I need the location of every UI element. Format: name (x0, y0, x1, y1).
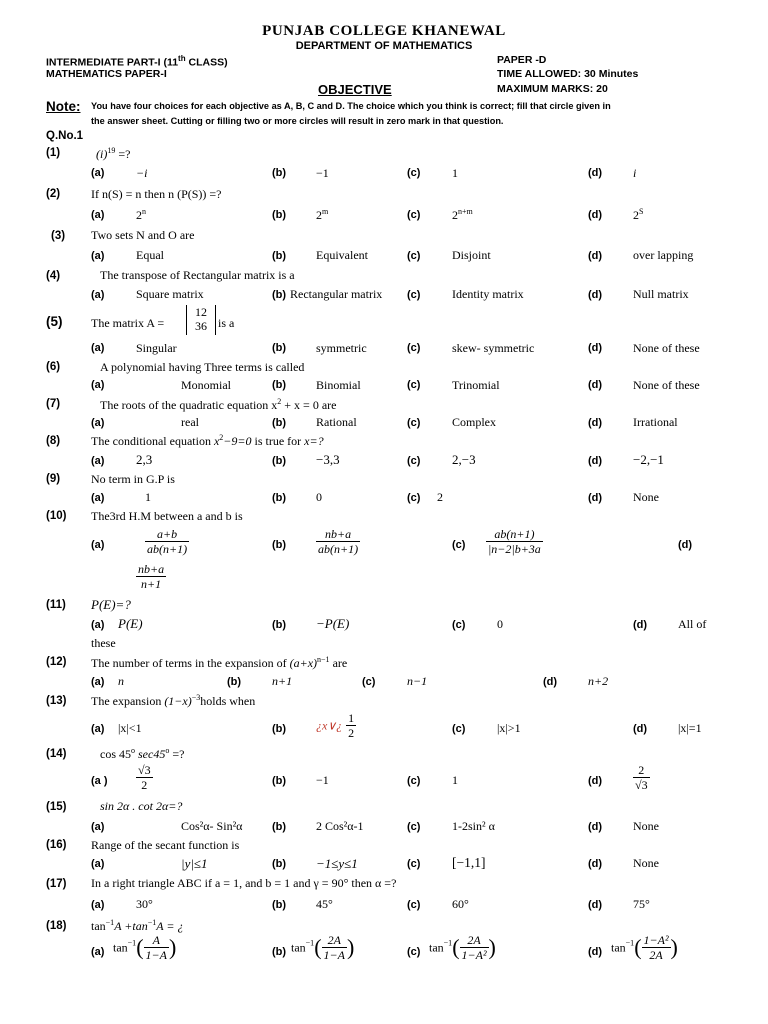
subject-line: MATHEMATICS PAPER-I (46, 68, 167, 80)
q14-text: cos 45$^o$ $\sec 45^o$ =? (100, 746, 185, 761)
q5-option-d: None of these (633, 341, 700, 355)
q8-option-a: 2,3 (136, 452, 153, 467)
q13-number: (13) (46, 695, 67, 707)
q4-option-d: Null matrix (633, 287, 689, 301)
q10-option-d (136, 563, 166, 590)
q15-number: (15) (46, 801, 67, 813)
q12-label-c: (c) (362, 676, 376, 688)
q18-label-a: (a) (91, 946, 105, 958)
q13-label-b: (b) (272, 723, 287, 735)
q1-option-b: −1 (316, 166, 329, 180)
q4-text: The transpose of Rectangular matrix is a (100, 268, 295, 282)
q9-label-a: (a) (91, 492, 105, 504)
q3-text: Two sets N and O are (91, 228, 195, 242)
q4-label-a: (a) (91, 289, 105, 301)
q8-label-b: (b) (272, 455, 287, 467)
q12-option-a: n (118, 674, 124, 688)
q10-option-c (486, 528, 543, 555)
q16-option-c: [−1,1] (452, 855, 486, 870)
q11-option-b: −P(E) (316, 616, 350, 631)
q10-b-denominator: ab(n+1) (318, 542, 359, 556)
q18-d-numerator: 1−A² (643, 933, 669, 947)
q7-option-a: real (181, 415, 199, 429)
q1-text: $(i)^{19}$ =? (96, 146, 131, 161)
q7-text: The roots of the quadratic equation $x^2 + x = 0$ are (100, 397, 337, 412)
q14-option-c: 1 (452, 773, 458, 787)
q5-option-b: symmetric (316, 341, 367, 355)
q11-label-b: (b) (272, 619, 287, 631)
q16-label-a: (a) (91, 858, 105, 870)
q18-option-c: $\tan^{-1}$( $\frac{2A}{\text{1−A²}}$ ) (429, 933, 496, 962)
q2-text: If n(S) = n then n (P(S)) =? (91, 187, 222, 201)
q7-label-c: (c) (407, 417, 421, 429)
note-label: Note: (46, 99, 81, 114)
department-title: DEPARTMENT OF MATHEMATICS (295, 40, 473, 52)
q7-label-b: (b) (272, 417, 287, 429)
q3-option-c: Disjoint (452, 248, 491, 262)
q11-option-d: All of (678, 617, 707, 631)
q18-label-b: (b) (272, 946, 287, 958)
q11-number: (11) (46, 599, 66, 611)
q6-number: (6) (46, 361, 61, 373)
q17-number: (17) (46, 878, 67, 890)
q6-label-c: (c) (407, 379, 421, 391)
q7-option-c: Complex (452, 415, 496, 429)
q16-label-b: (b) (272, 858, 287, 870)
q9-number: (9) (46, 473, 61, 485)
q16-text: Range of the secant function is (91, 838, 240, 852)
q16-label-c: (c) (407, 858, 421, 870)
q17-option-c: 60° (452, 897, 469, 911)
q8-label-c: (c) (407, 455, 421, 467)
q16-option-b: −1≤y≤1 (316, 856, 358, 871)
q13-label-c: (c) (452, 723, 466, 735)
q8-option-d: −2,−1 (633, 452, 664, 467)
q11-label-c: (c) (452, 619, 466, 631)
q3-label-d: (d) (588, 250, 603, 262)
q4-option-b: Rectangular matrix (290, 287, 383, 301)
q10-option-a (145, 528, 189, 555)
q10-label-b: (b) (272, 539, 287, 551)
q3-label-b: (b) (272, 250, 287, 262)
q4-label-d: (d) (588, 289, 603, 301)
q9-text: No term in G.P is (91, 472, 175, 486)
q1-option-a: −i (136, 166, 148, 180)
q10-a-numerator: a+b (145, 528, 189, 542)
q15-text: sin 2α . cot 2α=? (100, 799, 183, 813)
q7-option-b: Rational (316, 415, 357, 429)
q14-d-denominator: √3 (635, 778, 648, 792)
q10-label-d: (d) (678, 539, 693, 551)
q10-number: (10) (46, 510, 67, 522)
q17-label-b: (b) (272, 899, 287, 911)
q18-label-c: (c) (407, 946, 421, 958)
q17-label-c: (c) (407, 899, 421, 911)
q9-label-b: (b) (272, 492, 287, 504)
q7-option-d: Irrational (633, 415, 678, 429)
q18-label-d: (d) (588, 946, 603, 958)
q15-label-d: (d) (588, 821, 603, 833)
q13-option-b: ¿x∨¿ $\frac{1}{2}$ (316, 711, 355, 740)
q4-label-c: (c) (407, 289, 421, 301)
q18-d-denominator: 2A (649, 948, 663, 962)
q17-label-d: (d) (588, 899, 603, 911)
q11-text: P(E)=? (91, 597, 131, 612)
q16-option-a: |y|≤1 (181, 856, 208, 871)
q13-option-a: |x|<1 (118, 721, 142, 735)
q5-matrix-row-1: 12 (195, 305, 207, 319)
q6-label-a: (a) (91, 379, 105, 391)
q4-label-b: (b) (272, 289, 287, 301)
q10-c-numerator: ab(n+1) (486, 528, 543, 542)
q3-label-a: (a) (91, 250, 105, 262)
q18-option-b: $\tan^{-1}$( $\frac{2A}{1-A}$ ) (291, 933, 355, 962)
note-line-1: You have four choices for each objective as A, B, C and D. The choice which you think is correct; fill that circle given in (91, 101, 611, 111)
q5-text-end: is a (218, 316, 235, 330)
q6-option-d: None of these (633, 378, 700, 392)
q14-number: (14) (46, 748, 67, 760)
q5-matrix-row-2: 36 (195, 319, 207, 333)
q15-label-c: (c) (407, 821, 421, 833)
q10-c-denominator: |n−2|b+3a (488, 542, 541, 556)
q14-option-b: −1 (316, 773, 329, 787)
q9-label-c: (c) (407, 492, 421, 504)
q5-number: (5) (46, 314, 63, 329)
q14-label-c: (c) (407, 775, 421, 787)
q9-option-d: None (633, 490, 659, 504)
q18-number: (18) (46, 920, 67, 932)
q10-text: The3rd H.M between a and b is (91, 509, 243, 523)
q18-b-denominator: 1−A (323, 948, 345, 962)
q14-label-d: (d) (588, 775, 603, 787)
q10-d-denominator: n+1 (141, 577, 162, 591)
q18-text: $\tan^{-1}A +\tan^{-1}A$ = ¿ (91, 918, 184, 933)
q12-option-d: n+2 (588, 674, 609, 688)
q14-label-b: (b) (272, 775, 287, 787)
q1-label-a: (a) (91, 167, 105, 179)
q10-b-numerator: nb+a (316, 528, 360, 542)
q18-option-d: $\tan^{-1}$( $\frac{\text{1−A²}}{2A}$ ) (611, 933, 678, 962)
q6-label-b: (b) (272, 379, 287, 391)
q15-option-d: None (633, 819, 659, 833)
q14-option-d (633, 764, 650, 791)
q3-option-b: Equivalent (316, 248, 368, 262)
q14-d-numerator: 2 (633, 764, 650, 778)
section-title: OBJECTIVE (318, 82, 392, 97)
q15-label-a: (a) (91, 821, 105, 833)
q6-option-a: Monomial (181, 378, 231, 392)
q17-text: In a right triangle ABC if a = 1, and b = 1 and γ = 90° then α =? (91, 876, 397, 890)
q14-label-a: (a ) (91, 775, 108, 787)
q10-option-b (316, 528, 360, 555)
q10-label-c: (c) (452, 539, 466, 551)
q15-option-b: 2 Cos²α-1 (316, 819, 364, 833)
q12-label-b: (b) (227, 676, 242, 688)
q16-option-d: None (633, 856, 659, 870)
q1-option-c: 1 (452, 166, 458, 180)
q10-d-numerator: nb+a (138, 562, 165, 576)
q11-label-d: (d) (633, 619, 648, 631)
q5-label-b: (b) (272, 342, 287, 354)
q17-option-a: 30° (136, 897, 153, 911)
q7-label-d: (d) (588, 417, 603, 429)
q1-number: (1) (46, 147, 61, 159)
q12-label-a: (a) (91, 676, 105, 688)
q13-label-a: (a) (91, 723, 105, 735)
q5-text: The matrix A = (91, 316, 165, 330)
q18-option-a: $\tan^{-1}$( $\frac{A}{1-A}$ ) (113, 933, 177, 962)
q9-label-d: (d) (588, 492, 603, 504)
q1-label-c: (c) (407, 167, 421, 179)
q18-c-numerator: 2A (460, 934, 489, 948)
q16-label-d: (d) (588, 858, 603, 870)
q12-option-c: n−1 (407, 674, 428, 688)
q13-label-d: (d) (633, 723, 648, 735)
class-line: INTERMEDIATE PART-I (11th CLASS) (46, 54, 228, 69)
q12-label-d: (d) (543, 676, 558, 688)
q13-option-d: |x|=1 (678, 721, 702, 735)
q3-number: (3) (51, 230, 66, 242)
q6-option-b: Binomial (316, 378, 361, 392)
q13-b-denominator: 2 (348, 726, 355, 740)
q18-b-numerator: 2A (322, 934, 347, 948)
q15-label-b: (b) (272, 821, 287, 833)
q5-label-c: (c) (407, 342, 421, 354)
q2-label-a: (a) (91, 209, 105, 221)
note-line-2: the answer sheet. Cutting or filling two or more circles will result in zero mark in that question. (91, 116, 504, 126)
q8-text: The conditional equation $x^2-9=0$ is true for x=? (91, 433, 324, 448)
q9-option-b: 0 (316, 490, 322, 504)
q17-option-d: 75° (633, 897, 650, 911)
q9-option-c: 2 (437, 490, 443, 504)
time-allowed: TIME ALLOWED: 30 Minutes (497, 68, 639, 80)
q18-c-denominator: 1−A² (461, 948, 487, 962)
q10-a-denominator: ab(n+1) (147, 542, 188, 556)
q2-option-a: 2$^n$ (136, 207, 146, 222)
q10-label-a: (a) (91, 539, 105, 551)
q16-number: (16) (46, 839, 67, 851)
q2-label-c: (c) (407, 209, 421, 221)
q8-number: (8) (46, 435, 61, 447)
q12-text: The number of terms in the expansion of $(a+x)^{n-1}$ are (91, 655, 348, 670)
q1-option-d: i (633, 166, 637, 180)
q13-b-numerator: 1 (348, 711, 355, 725)
q5-label-a: (a) (91, 342, 105, 354)
q7-label-a: (a) (91, 417, 105, 429)
q5-label-d: (d) (588, 342, 603, 354)
q8-label-d: (d) (588, 455, 603, 467)
q2-option-d: $2^S$ (633, 207, 644, 222)
q11-option-a: P(E) (118, 616, 143, 631)
question-number: Q.No.1 (46, 130, 84, 142)
q2-label-d: (d) (588, 209, 603, 221)
q2-option-c: $2^{n+m}$ (452, 207, 473, 222)
q11-label-a: (a) (91, 619, 105, 631)
q11-option-d-continued: these (91, 636, 116, 650)
q13-option-c: |x|>1 (497, 721, 521, 735)
q2-label-b: (b) (272, 209, 287, 221)
q6-text: A polynomial having Three terms is called (100, 360, 305, 374)
q17-option-b: 45° (316, 897, 333, 911)
q4-option-c: Identity matrix (452, 287, 524, 301)
q8-label-a: (a) (91, 455, 105, 467)
q17-label-a: (a) (91, 899, 105, 911)
q8-option-b: −3,3 (316, 452, 340, 467)
q11-option-c: 0 (497, 617, 503, 631)
q1-label-b: (b) (272, 167, 287, 179)
q3-option-a: Equal (136, 248, 164, 262)
q14-a-denominator: 2 (141, 778, 148, 792)
q5-matrix (186, 305, 216, 335)
q6-label-d: (d) (588, 379, 603, 391)
q3-label-c: (c) (407, 250, 421, 262)
q15-option-a: Cos²α- Sin²α (181, 819, 243, 833)
q2-number: (2) (46, 188, 61, 200)
q4-option-a: Square matrix (136, 287, 204, 301)
college-title: PUNJAB COLLEGE KHANEWAL (262, 23, 506, 39)
q9-option-a: 1 (145, 490, 151, 504)
q5-option-a: Singular (136, 341, 177, 355)
q8-option-c: 2,−3 (452, 452, 476, 467)
q12-number: (12) (46, 656, 67, 668)
q5-option-c: skew- symmetric (452, 341, 535, 355)
maximum-marks: MAXIMUM MARKS: 20 (497, 83, 608, 95)
q7-number: (7) (46, 398, 61, 410)
q18-a-denominator: 1−A (145, 948, 167, 962)
q2-option-b: 2$^m$ (316, 207, 329, 222)
q18-a-numerator: A (144, 934, 169, 948)
q6-option-c: Trinomial (452, 378, 500, 392)
q15-option-c: 1-2sin² α (452, 819, 495, 833)
q4-number: (4) (46, 270, 61, 282)
q3-option-d: over lapping (633, 248, 694, 262)
q13-text: The expansion $(1-x)^{-3}holds$ when (91, 693, 256, 708)
q14-option-a (136, 764, 153, 791)
q12-option-b: n+1 (272, 674, 293, 688)
paper-code: PAPER -D (497, 54, 547, 66)
q14-a-numerator: √3 (138, 763, 151, 777)
q1-label-d: (d) (588, 167, 603, 179)
